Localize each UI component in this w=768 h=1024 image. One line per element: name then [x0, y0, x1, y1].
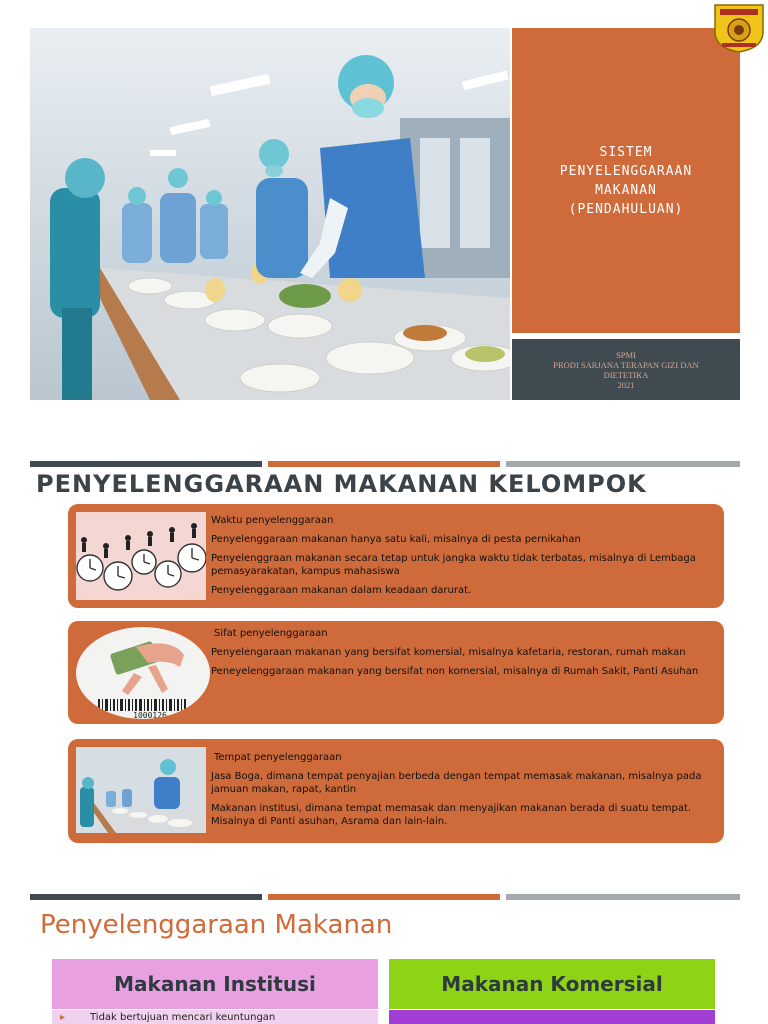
- institusi-header: [52, 959, 378, 1009]
- divider-grey: [506, 894, 740, 900]
- komersial-list: [389, 1010, 715, 1024]
- card-item: Makanan institusi, dimana tempat memasak dan menyajikan makanan berada di suatu tempat. Misalnya di Panti asuhan, Asrama dan lain-lain.: [211, 803, 692, 827]
- institusi-list: [52, 1010, 378, 1024]
- komersial-header: [389, 959, 715, 1009]
- subtitle-line: DIETETIKA: [603, 369, 649, 380]
- catering-thumbnail-image: [76, 747, 206, 833]
- title-box: [512, 28, 740, 333]
- divider-orange: [268, 461, 500, 467]
- divider-slate: [30, 894, 262, 900]
- subtitle-line: 2021: [617, 379, 635, 390]
- institusi-header-label: Makanan Institusi: [114, 972, 316, 996]
- card-item: Penyelenggaraan makanan dalam keadaan darurat.: [211, 585, 472, 596]
- list-item: Tidak bertujuan mencari keuntungan: [90, 1012, 276, 1023]
- card-waktu: [68, 504, 724, 608]
- subtitle-line: SPMI: [616, 349, 636, 360]
- subtitle-box: [512, 339, 740, 400]
- komersial-header-label: Makanan Komersial: [441, 972, 663, 996]
- section-title: Penyelenggaraan Makanan: [40, 910, 393, 940]
- barcode-number: 1000126: [133, 711, 167, 719]
- card-item: Peneyelenggaraan makanan yang bersifat non komersial, misalnya di Rumah Sakit, Panti Asuhan: [211, 666, 699, 677]
- card-sifat: [68, 621, 724, 724]
- card-heading: Waktu penyelenggaraan: [211, 515, 334, 526]
- card-item: Penyelengaraan makanan yang bersifat komersial, misalnya kafetaria, restoran, rumah makan: [211, 647, 686, 658]
- card-heading: Tempat penyelenggaraan: [214, 752, 342, 763]
- card-text: [211, 751, 716, 834]
- card-heading: Sifat penyelenggaraan: [214, 628, 328, 639]
- card-text: [211, 514, 716, 603]
- section-title: PENYELENGGARAAN MAKANAN KELOMPOK: [36, 470, 647, 498]
- clocks-runners-image: [76, 512, 206, 600]
- divider-grey: [506, 461, 740, 467]
- card-item: Penyelenggaraan makanan hanya satu kali, misalnya di pesta pernikahan: [211, 534, 581, 545]
- money-hand-image: [76, 627, 210, 719]
- divider-slate: [30, 461, 262, 467]
- card-tempat: [68, 739, 724, 843]
- divider-orange: [268, 894, 500, 900]
- title-slide: [0, 0, 768, 420]
- presentation-title: SISTEM PENYELENGGARAAN MAKANAN (PENDAHULUAN): [559, 144, 693, 217]
- card-item: Penyelenggraan makanan secara tetap untuk jangka waktu tidak terbatas, misalnya di Lembaga pemasyarakatan, kampus mahasiswa: [211, 553, 696, 577]
- card-text: [211, 627, 716, 684]
- subtitle-line: PRODI SARJANA TERAPAN GIZI DAN: [553, 359, 699, 370]
- card-item: Jasa Boga, dimana tempat penyajian berbeda dengan tempat memasak makanan, misalnya pada jamuan makan, rapat, kantin: [211, 771, 702, 795]
- institution-logo: [712, 2, 766, 54]
- bullet-icon: ▸: [60, 1012, 66, 1023]
- catering-kitchen-photo: [30, 28, 510, 400]
